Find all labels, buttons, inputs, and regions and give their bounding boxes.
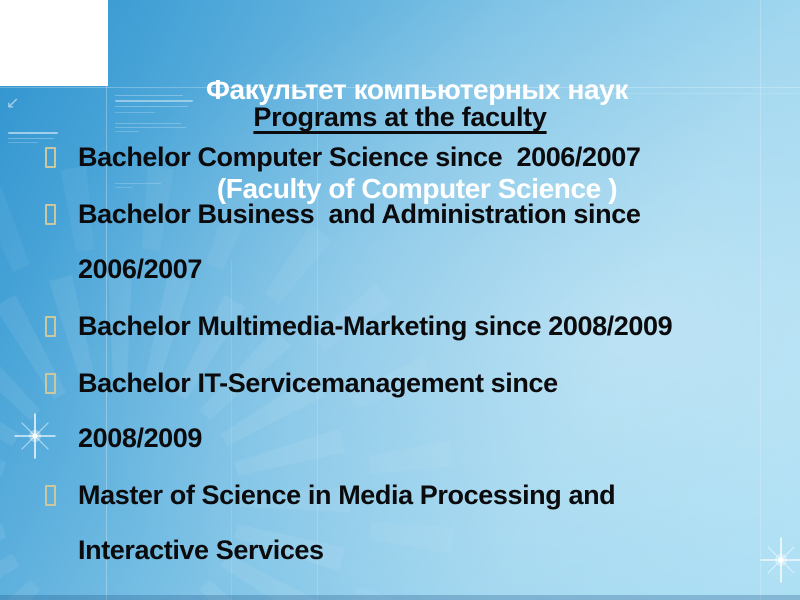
bullet-line: Bachelor IT-Servicemanagement since: [78, 368, 558, 398]
bottom-edge-bar: [0, 595, 800, 600]
slide-title-line2: (Faculty of Computer Science ): [216, 173, 618, 204]
arrow-down-left-icon: ↙: [6, 95, 20, 112]
bullet-square-icon: [45, 485, 56, 506]
bullet-line: 2008/2009: [78, 423, 203, 453]
bullet-square-icon: [45, 147, 56, 168]
bullet-line: Bachelor Business and Administration since: [78, 199, 641, 229]
bullet-square-icon: [45, 373, 56, 394]
bullet-square-icon: [45, 204, 56, 225]
bullet-line: Interactive Services: [78, 535, 324, 565]
bullet-list: [45, 130, 765, 580]
bullet-square-icon: [45, 316, 56, 337]
bullet-line: 2006/2007: [78, 254, 203, 284]
bullet-line: Bachelor Computer Science since 2006/2007: [78, 142, 641, 172]
list-item: [45, 299, 765, 354]
slide-title-line1: Факультет компьютерных наук: [206, 74, 628, 105]
list-item: [45, 468, 765, 578]
list-item: [45, 187, 765, 297]
list-item: [45, 356, 765, 466]
slide-subtitle-text: Programs at the faculty: [253, 102, 547, 132]
bullet-line: Bachelor Multimedia-Marketing since 2008/2009: [78, 311, 673, 341]
list-item: [45, 130, 765, 185]
bullet-line: Master of Science in Media Processing and: [78, 480, 616, 510]
